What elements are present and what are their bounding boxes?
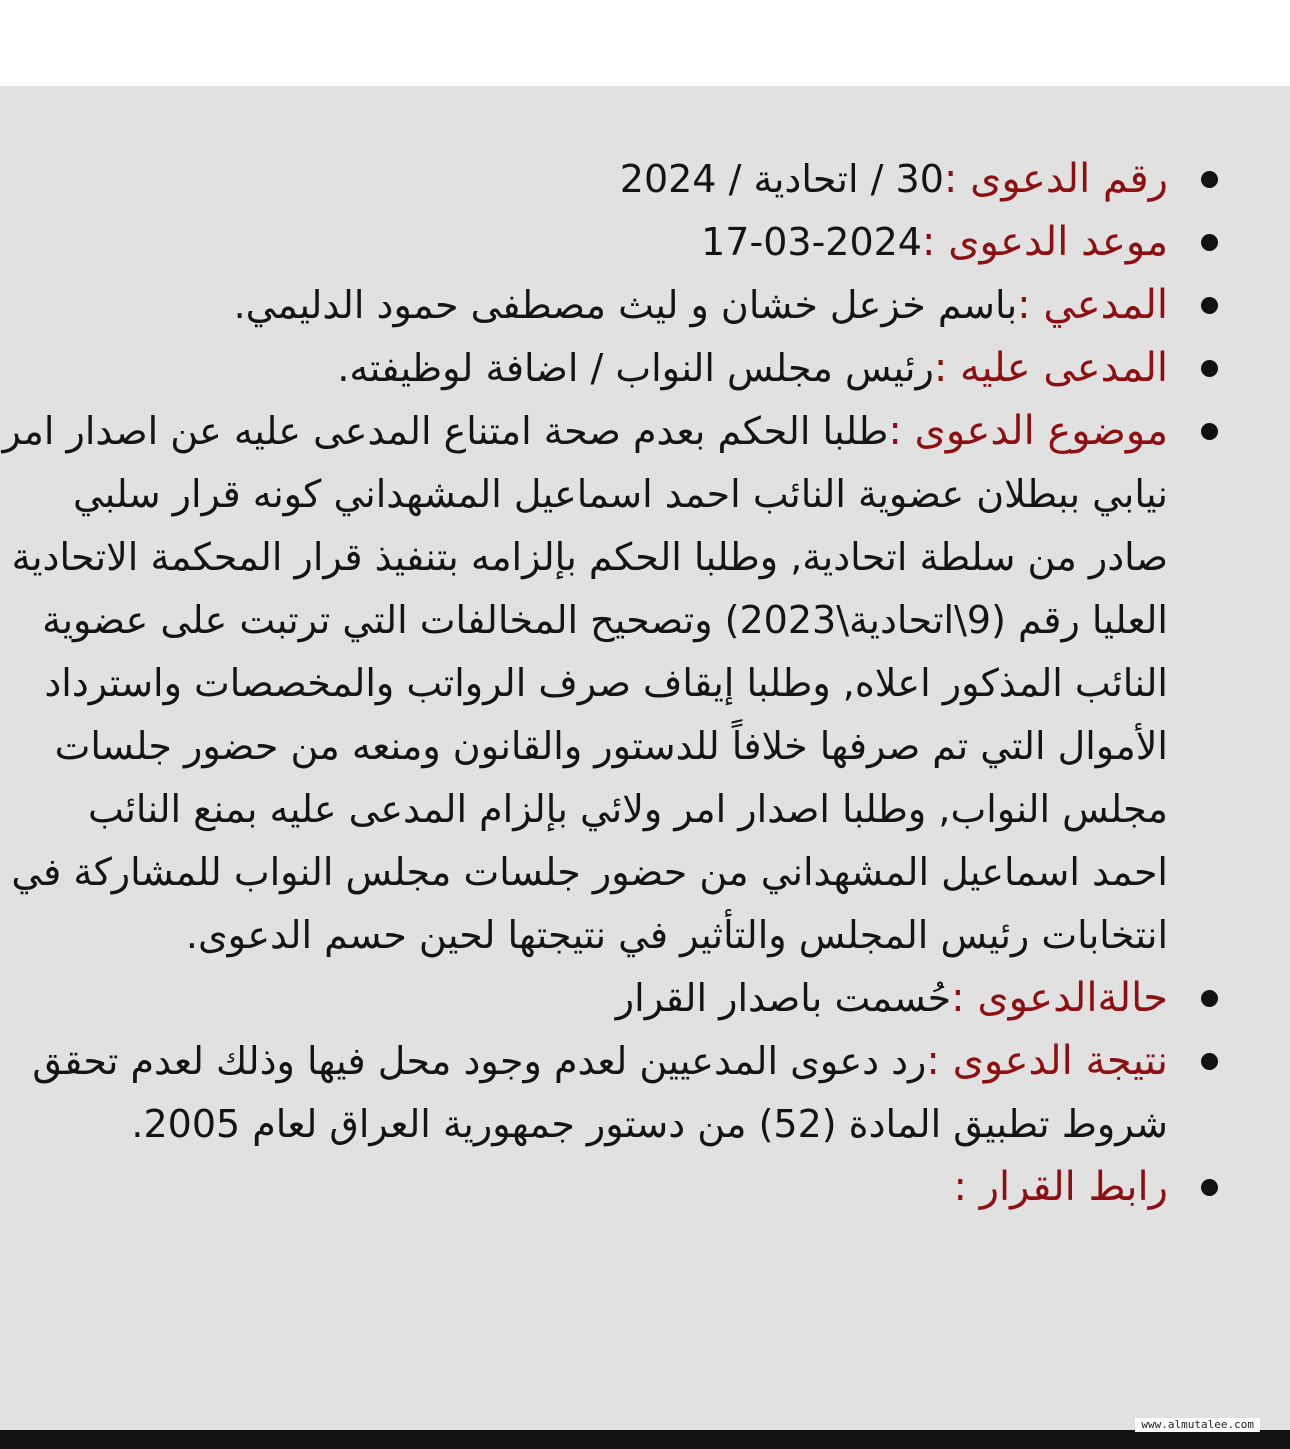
bullet-icon [1201, 360, 1218, 377]
bullet-icon [1201, 297, 1218, 314]
case-subject-label: موضوع الدعوى : [888, 408, 1168, 454]
bullet-icon [1201, 990, 1218, 1007]
bullet-icon [1201, 1179, 1218, 1196]
case-status-label: حالةالدعوى : [951, 975, 1168, 1021]
defendant-value: رئيس مجلس النواب / اضافة لوظيفته. [337, 346, 934, 390]
bullet-icon [1201, 171, 1218, 188]
top-whitespace [0, 0, 1290, 86]
defendant-item [0, 337, 1230, 400]
case-subject-item [0, 400, 1230, 967]
plaintiff-label: المدعي : [1017, 282, 1168, 328]
case-date-label: موعد الدعوى : [922, 219, 1168, 265]
case-subject-value: طلبا الحكم بعدم صحة امتناع المدعى عليه عن اصدار امر نيابي ببطلان عضوية النائب احمد اسماعيل المشهداني كونه قرار سلبي صادر من سلطة اتحادية, وطلبا الحكم بإلزامه بتنفيذ قرار المحكمة الاتحادية العليا رقم (9\اتحادية\2023) وتصحيح المخالفات التي ترتبت على عضوية النائب المذكور اعلاه, وطلبا إيقاف صرف الرواتب والمخصصات واسترداد الأموال التي تم صرفها خلافاً للدستور والقانون ومنعه من حضور جلسات مجلس النواب, وطلبا اصدار امر ولائي بإلزام المدعى عليه بمنع النائب احمد اسماعيل المشهداني من حضور جلسات مجلس النواب للمشاركة في انتخابات رئيس المجلس والتأثير في نتيجتها لحين حسم الدعوى. [2, 409, 1168, 957]
case-result-value: رد دعوى المدعيين لعدم وجود محل فيها وذلك لعدم تحقق شروط تطبيق المادة (52) من دستور جمهورية العراق لعام 2005. [32, 1039, 1168, 1146]
bullet-icon [1201, 423, 1218, 440]
decision-link-label[interactable]: رابط القرار : [953, 1164, 1168, 1210]
plaintiff-value: باسم خزعل خشان و ليث مصطفى حمود الدليمي. [233, 283, 1018, 327]
case-status-item [0, 967, 1230, 1030]
case-status-value: حُسمت باصدار القرار [615, 976, 952, 1020]
case-result-label: نتيجة الدعوى : [926, 1038, 1168, 1084]
case-date-item [0, 211, 1230, 274]
case-number-label: رقم الدعوى : [943, 156, 1168, 202]
case-details-list [0, 148, 1230, 1219]
decision-link-item[interactable] [0, 1156, 1230, 1219]
bottom-bar [0, 1430, 1290, 1449]
case-result-item [0, 1030, 1230, 1156]
case-number-value: 30 / اتحادية / 2024 [619, 157, 944, 201]
defendant-label: المدعى عليه : [933, 345, 1168, 391]
watermark-text: www.almutalee.com [1135, 1418, 1260, 1432]
case-number-item [0, 148, 1230, 211]
case-info-panel [0, 86, 1290, 1430]
case-date-value: 2024-03-17 [701, 220, 922, 264]
bullet-icon [1201, 1053, 1218, 1070]
plaintiff-item [0, 274, 1230, 337]
bullet-icon [1201, 234, 1218, 251]
